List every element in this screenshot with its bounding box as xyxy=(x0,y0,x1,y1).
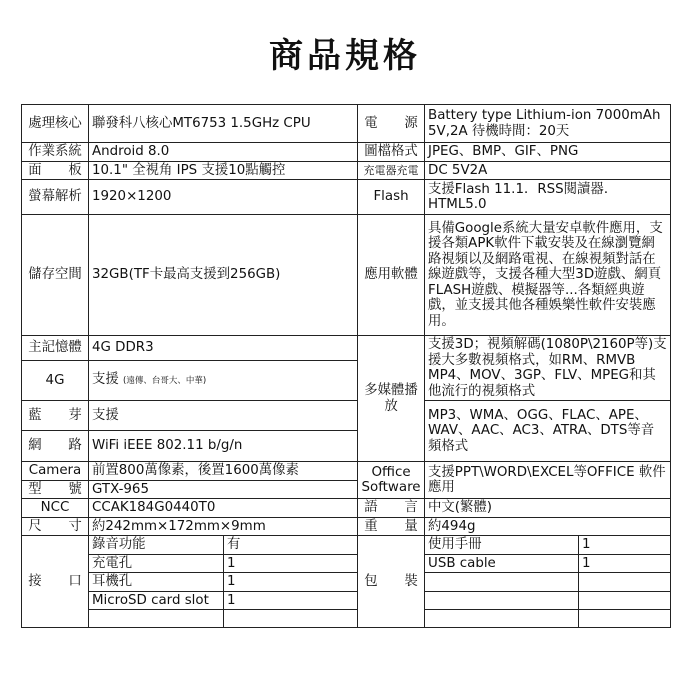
multimedia-label: 多媒體播放 xyxy=(358,336,425,462)
network-value: WiFi iEEE 802.11 b/g/n xyxy=(89,431,358,462)
table-row xyxy=(22,105,671,143)
model-value: GTX-965 xyxy=(89,480,358,499)
storage-value: 32GB(TF卡最高支援到256GB) xyxy=(89,215,358,336)
charger-label: 充電器充電 xyxy=(358,161,425,180)
package-label: 包 裝 xyxy=(358,536,425,628)
table-row xyxy=(22,610,671,628)
port-value: 1 xyxy=(224,554,358,573)
port-value: 有 xyxy=(224,536,358,555)
package-empty-cell xyxy=(425,610,579,628)
package-empty-cell xyxy=(425,573,579,592)
ram-value: 4G DDR3 xyxy=(89,336,358,361)
table-row xyxy=(22,180,671,215)
package-empty-cell xyxy=(579,610,671,628)
lte-carriers: (遠傳、台哥大、中華) xyxy=(123,375,207,386)
dimensions-label: 尺 寸 xyxy=(22,517,89,536)
package-empty-cell xyxy=(425,591,579,610)
package-item-value: 1 xyxy=(579,536,671,555)
storage-label: 儲存空間 xyxy=(22,215,89,336)
network-label: 網 路 xyxy=(22,431,89,462)
table-row xyxy=(22,401,671,431)
table-row xyxy=(22,554,671,573)
battery-value: Battery type Lithium-ion 7000mAh 5V,2A 待機時間：20天 xyxy=(425,105,671,143)
flash-value: 支援Flash 11.1．RSS閱讀器．HTML5.0 xyxy=(425,180,671,215)
apps-label: 應用軟體 xyxy=(358,215,425,336)
lte-label: 4G xyxy=(22,361,89,401)
ram-label: 主記憶體 xyxy=(22,336,89,361)
package-item-value: 1 xyxy=(579,554,671,573)
ports-label: 接 口 xyxy=(22,536,89,628)
image-format-label: 圖檔格式 xyxy=(358,143,425,162)
lte-value xyxy=(89,361,358,401)
resolution-label: 螢幕解析 xyxy=(22,180,89,215)
package-item-name: USB cable xyxy=(425,554,579,573)
office-value: 支援PPT\WORD\EXCEL等OFFICE 軟件應用 xyxy=(425,462,671,499)
table-row xyxy=(22,517,671,536)
spec-table xyxy=(21,104,671,628)
image-format-value: JPEG、BMP、GIF、PNG xyxy=(425,143,671,162)
dimensions-value: 約242mm×172mm×9mm xyxy=(89,517,358,536)
ncc-value: CCAK184G0440T0 xyxy=(89,499,358,518)
table-row xyxy=(22,336,671,361)
language-value: 中文(繁體) xyxy=(425,499,671,518)
os-value: Android 8.0 xyxy=(89,143,358,162)
os-label: 作業系統 xyxy=(22,143,89,162)
weight-value: 約494g xyxy=(425,517,671,536)
table-row xyxy=(22,161,671,180)
package-empty-cell xyxy=(579,591,671,610)
model-label: 型 號 xyxy=(22,480,89,499)
charger-value: DC 5V2A xyxy=(425,161,671,180)
port-name: 充電孔 xyxy=(89,554,224,573)
table-row xyxy=(22,462,671,481)
resolution-value: 1920×1200 xyxy=(89,180,358,215)
table-row xyxy=(22,499,671,518)
package-empty-cell xyxy=(579,573,671,592)
package-item-name: 使用手冊 xyxy=(425,536,579,555)
bluetooth-value: 支援 xyxy=(89,401,358,431)
cpu-value: 聯發科八核心MT6753 1.5GHz CPU xyxy=(89,105,358,143)
video-formats: 支援3D；視頻解碼(1080P\2160P等)支援大多數視頻格式，如RM、RMVB MP4、MOV、3GP、FLV、MPEG和其他流行的視頻格式 xyxy=(425,336,671,401)
battery-label: 電 源 xyxy=(358,105,425,143)
table-row xyxy=(22,573,671,592)
table-row xyxy=(22,143,671,162)
cpu-label: 處理核心 xyxy=(22,105,89,143)
port-value: 1 xyxy=(224,573,358,592)
table-row xyxy=(22,591,671,610)
office-label: Office Software xyxy=(358,462,425,499)
apps-value: 具備Google系統大量安卓軟件應用，支援各類APK軟件下載安裝及在線瀏覽網路視頻以及網路電視、在線視頻對話在線遊戲等，支援各種大型3D遊戲、網頁FLASH遊戲、模擬器等...各類經典遊戲，並支援其他各種娛樂性軟件安裝應用。 xyxy=(425,215,671,336)
weight-label: 重 量 xyxy=(358,517,425,536)
panel-label: 面 板 xyxy=(22,161,89,180)
audio-formats: MP3、WMA、OGG、FLAC、APE、WAV、AAC、AC3、ATRA、DTS等音頻格式 xyxy=(425,401,671,462)
port-value: 1 xyxy=(224,591,358,610)
port-name: 耳機孔 xyxy=(89,573,224,592)
table-row xyxy=(22,215,671,336)
port-empty-cell xyxy=(89,610,224,628)
ncc-label: NCC xyxy=(22,499,89,518)
bluetooth-label: 藍 芽 xyxy=(22,401,89,431)
language-label: 語 言 xyxy=(358,499,425,518)
camera-value: 前置800萬像素，後置1600萬像素 xyxy=(89,462,358,481)
page-title: 商品規格 xyxy=(269,36,421,76)
camera-label: Camera xyxy=(22,462,89,481)
port-name: MicroSD card slot xyxy=(89,591,224,610)
lte-support: 支援 xyxy=(92,371,119,387)
panel-value: 10.1" 全視角 IPS 支援10點觸控 xyxy=(89,161,358,180)
port-name: 錄音功能 xyxy=(89,536,224,555)
flash-label: Flash xyxy=(358,180,425,215)
port-empty-cell xyxy=(224,610,358,628)
table-row xyxy=(22,536,671,555)
